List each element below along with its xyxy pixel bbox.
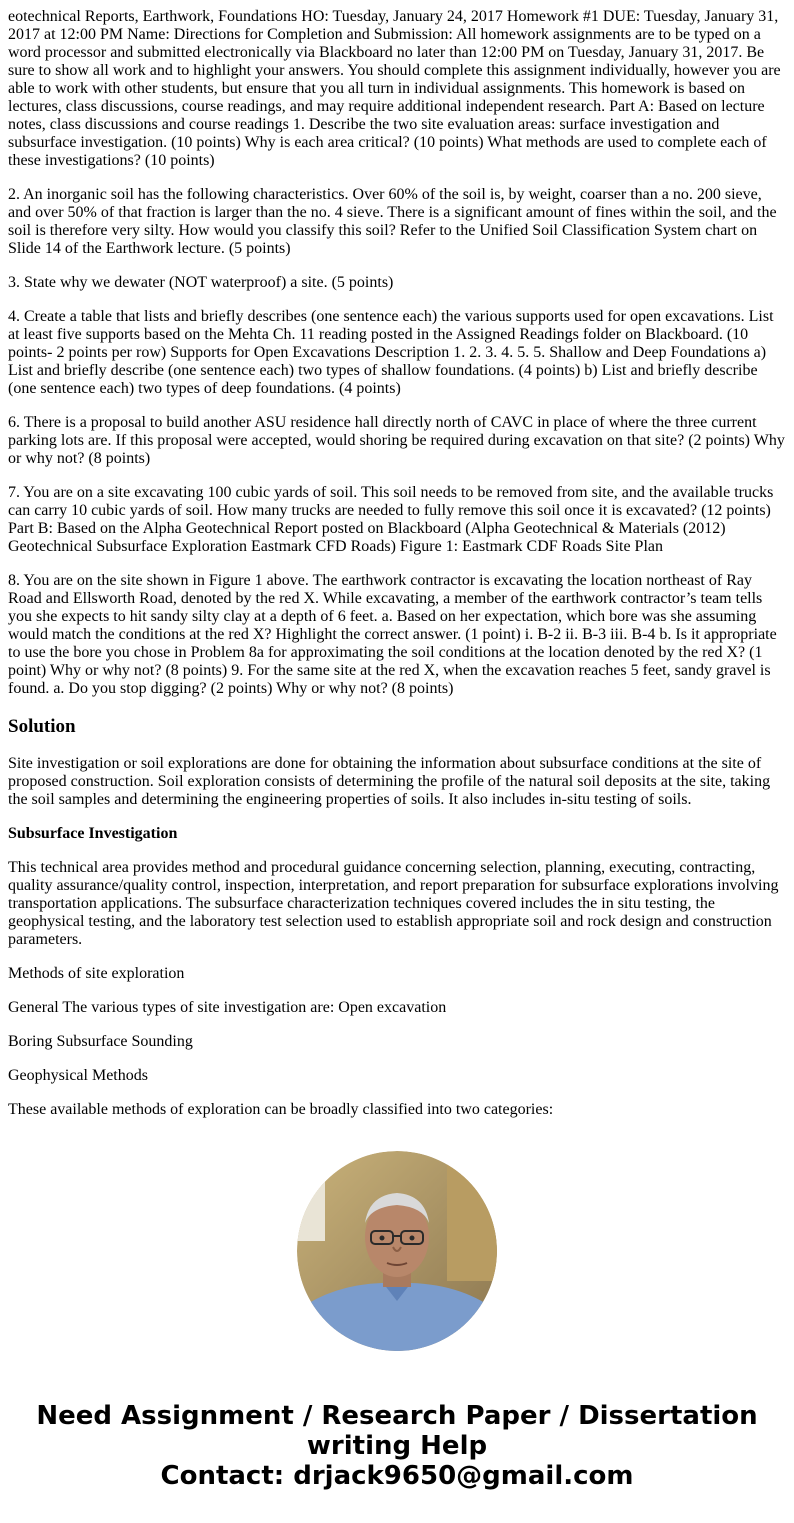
question-section <box>8 8 786 698</box>
solution-paragraph: General The various types of site investigation are: Open excavation <box>8 999 447 1016</box>
question-paragraph: 3. State why we dewater (NOT waterproof) a site. (5 points) <box>8 274 394 291</box>
question-paragraph: 2. An inorganic soil has the following characteristics. Over 60% of the soil is, by weight, coarser than a no. 200 sieve, and over 50% of that fraction is larger than the no. 4 sieve. There is a significant amount of fines within the soil, and the soil is therefore very silty. How would you classify this soil? Refer to the Unified Soil Classification System chart on Slide 14 of the Earthwork lecture. (5 points) <box>8 186 777 257</box>
promo-contact-line: Contact: drjack9650@gmail.com <box>160 1461 634 1491</box>
question-paragraph: 6. There is a proposal to build another ASU residence hall directly north of CAVC in place of where the three current parking lots are. If this proposal were accepted, would shoring be required during excavation on that site? (2 points) Why or why not? (8 points) <box>8 414 785 467</box>
solution-paragraph: Methods of site exploration <box>8 965 185 982</box>
person-portrait-icon <box>297 1151 497 1351</box>
solution-intro: Site investigation or soil explorations are done for obtaining the information about subsurface conditions at the site of proposed construction. Soil exploration consists of determining the profile of the natural soil deposits at the site, taking the soil samples and determining the engineering properties of soils. It also includes in-situ testing of soils. <box>8 755 771 808</box>
solution-paragraph: Geophysical Methods <box>8 1067 148 1084</box>
solution-paragraph: This technical area provides method and procedural guidance concerning selection, planning, executing, contracting, quality assurance/quality control, inspection, interpretation, and report preparation for subsurface explorations involving transportation applications. The subsurface characterization techniques covered includes the in situ testing, the geophysical testing, and the laboratory test selection used to establish appropriate soil and rock design and construction parameters. <box>8 859 779 948</box>
solution-heading: Solution <box>8 716 76 737</box>
question-paragraph: 7. You are on a site excavating 100 cubic yards of soil. This soil needs to be removed from site, and the available trucks can carry 10 cubic yards of soil. How many trucks are needed to fully remove this soil once it is excavated? (12 points) Part B: Based on the Alpha Geotechnical Report posted on Blackboard (Alpha Geotechnical & Materials (2012) Geotechnical Subsurface Exploration Eastmark CFD Roads) Figure 1: Eastmark CDF Roads Site Plan <box>8 484 774 555</box>
promo-avatar-container <box>8 1151 786 1351</box>
promo-line: writing Help <box>306 1431 488 1461</box>
solution-section <box>8 716 786 1119</box>
question-paragraph: 8. You are on the site shown in Figure 1 above. The earthwork contractor is excavating the location northeast of Ray Road and Ellsworth Road, denoted by the red X. While excavating, a member of the earthwork contractor’s team tells you she expects to hit sandy silty clay at a depth of 6 feet. a. Based on her expectation, which bore was she assuming would match the conditions at the red X? Highlight the correct answer. (1 point) i. B-2 ii. B-3 iii. B-4 b. Is it appropriate to use the bore you chose in Problem 8a for approximating the soil conditions at the location denoted by the red X? (1 point) Why or why not? (8 points) 9. For the same site at the red X, when the excavation reaches 5 feet, sandy gravel is found. a. Do you stop digging? (2 points) Why or why not? (8 points) <box>8 572 777 697</box>
promo-line: Need Assignment / Research Paper / Dissertation <box>36 1401 758 1431</box>
question-paragraph: 4. Create a table that lists and briefly describes (one sentence each) the various supports used for open excavations. List at least five supports based on the Mehta Ch. 11 reading posted in the Assigned Readings folder on Blackboard. (10 points- 2 points per row) Supports for Open Excavations Description 1. 2. 3. 4. 5. 5. Shallow and Deep Foundations a) List and briefly describe (one sentence each) two types of shallow foundations. (4 points) b) List and briefly describe (one sentence each) two types of deep foundations. (4 points) <box>8 308 774 397</box>
solution-subheading: Subsurface Investigation <box>8 825 178 842</box>
solution-paragraph: Boring Subsurface Sounding <box>8 1033 193 1050</box>
promo-banner <box>8 1401 786 1491</box>
question-paragraph: eotechnical Reports, Earthwork, Foundations HO: Tuesday, January 24, 2017 Homework #1 DUE: Tuesday, January 31, 2017 at 12:00 PM Name: Directions for Completion and Submission: All homework assignments are to be typed on a word processor and submitted electronically via Blackboard no later than 12:00 PM on Tuesday, January 31, 2017. Be sure to show all work and to highlight your answers. You should complete this assignment individually, however you are able to work with other students, but ensure that you all turn in individual assignments. This homework is based on lectures, class discussions, course readings, and may require additional independent research. Part A: Based on lecture notes, class discussions and course readings 1. Describe the two site evaluation areas: surface investigation and subsurface investigation. (10 points) Why is each area critical? (10 points) What methods are used to complete each of these investigations? (10 points) <box>8 8 781 169</box>
solution-paragraph: These available methods of exploration can be broadly classified into two categories: <box>8 1101 554 1118</box>
